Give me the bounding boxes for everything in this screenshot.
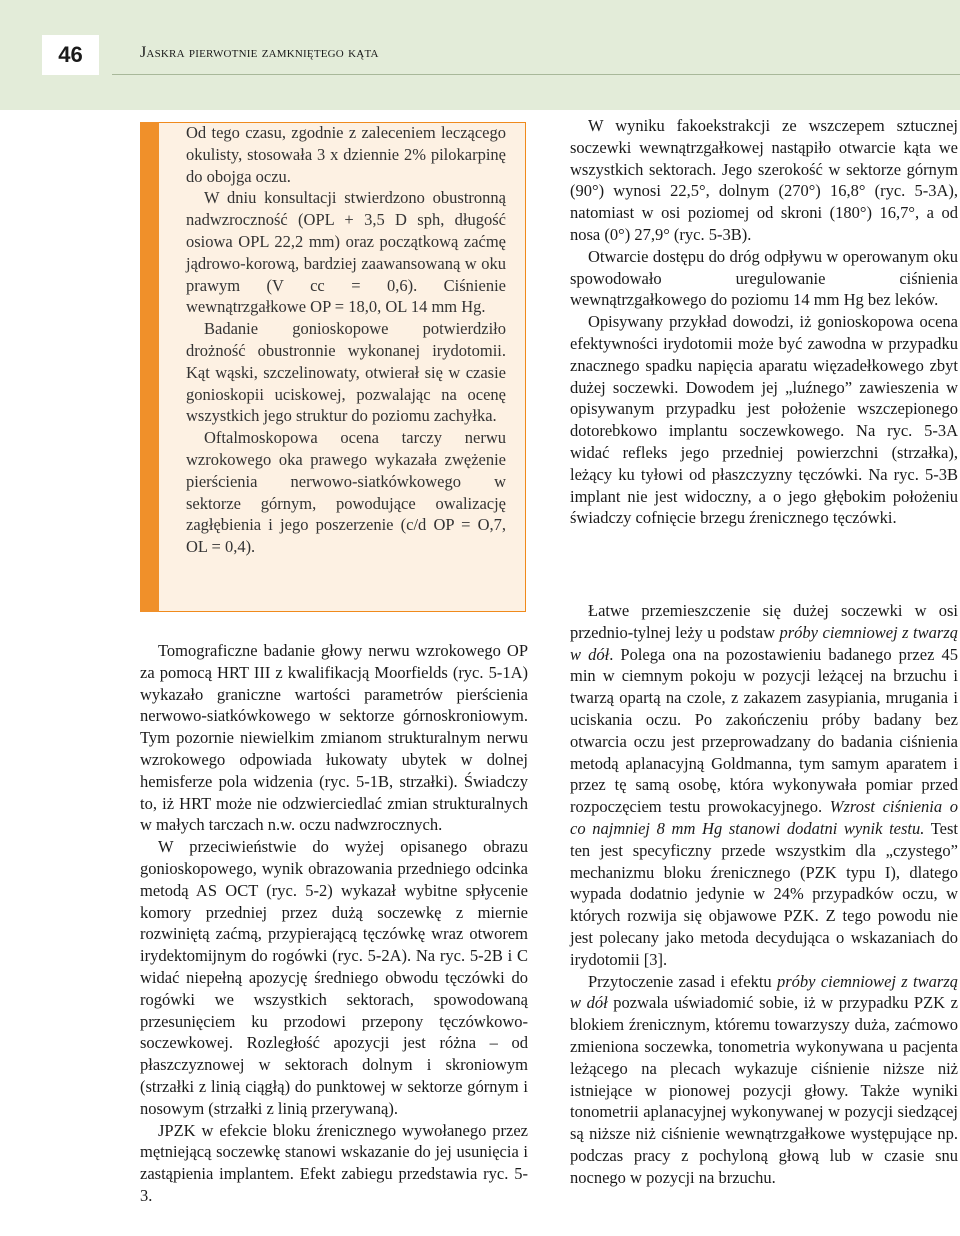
header-divider [112,74,960,75]
body-paragraph [570,971,958,1189]
case-paragraph: Oftalmoskopowa ocena tarczy nerwu wzrokowego oka prawego wykazała zwężenie pierścienia nerwowo-siatkówkowego w sektorze górnym, powodujące owalizację zagłębienia i jego poszerzenie (c/d OP = O,7, OL = 0,4). [186,428,506,557]
body-paragraph: Opisywany przykład dowodzi, iż gonioskopowa ocena efektywności irydotomii może być zawodna w przypadku znacznego spadku napięcia aparatu więzadełkowego zbyt dużej soczewki. Dowodem jej „luźnego” zawieszenia w opisywanym przypadku jest położenie wszczepionego dotorebkowo implantu soczewkowego. Na ryc. 5-3A widać refleks jego przedniej powierzchni (strzałka), leżący ku tyłowi od płaszczyzny tęczówki. Na ryc. 5-3B implant nie jest widoczny, a o jego głębokim położeniu świadczy cofnięcie brzegu źrenicznego tęczówki. [570,312,958,528]
body-paragraph: Tomograficzne badanie głowy nerwu wzrokowego OP za pomocą HRT III z kwalifikacją Moorfields (ryc. 5-1A) wykazało graniczne wartości parametrów pierścienia nerwowo-siatkówkowego w sektorze górnoskroniowym. Tym pozornie niewielkim zmianom strukturalnym nerwu wzrokowego odpowiada łukowaty ubytek w dolnej hemisferze pola widzenia (ryc. 5-1B, strzałki). Świadczy to, iż HRT może nie odzwierciedlać zmian strukturalnych w małych tarczach n.w. oczu nadwzrocznych. [140,641,528,835]
right-column-bottom [570,600,958,1189]
emphasis-text: próby ciemniowej z twarzą w dół [570,971,958,1013]
body-paragraph: W przeciwieństwie do wyżej opisanego obrazu gonioskopowego, wynik obrazowania przedniego odcinka metodą AS OCT (ryc. 5-2) wykazał wybitne spłycenie komory przedniej przez dużą soczewkę z miernie rozwiniętą zaćmą, przypierającą tęczówkę wraz otworem irydektomijnym do rogówki (ryc. 5-2A). Na ryc. 5-2B i C widać niepełną apozycję średniego obwodu tęczówki do rogówki we wszystkich sektorach, spowodowaną przesunięciem ku przodowi przepony tęczówkowo-soczewkowej. Rozległość apozycji jest różna – od płaszczyznowej w sektorach dolnym i skroniowym (strzałki z linią ciągłą) do punktowej w sektorze górnym i nosowym (strzałki z linią przerywaną). [140,837,528,1118]
case-report-text [186,122,506,558]
case-box-accent-stripe [140,122,159,612]
case-paragraph: Od tego czasu, zgodnie z zaleceniem leczącego okulisty, stosowała 3 x dziennie 2% pilokarpinę do obojga oczu. [186,123,506,186]
text-run: Przytoczenie zasad i efektu [588,971,777,991]
right-column-top [570,115,958,529]
left-column [140,640,528,1207]
text-run: Test ten jest specyficzny przede wszystkim dla „czystego” mechanizmu bloku źrenicznego (PZK typu I), dlatego wypada dodatnio jedynie w 24% przypadków oczu, w których rozwija się objawowe PZK. Z tego powodu nie jest polecany jako metoda decydująca o wskazaniach do irydotomii [3]. [570,818,958,969]
body-paragraph [570,600,958,971]
body-paragraph: W wyniku fakoekstrakcji ze wszczepem sztucznej soczewki wewnątrzgałkowej nastąpiło otwarcie kąta we wszystkich sektorach. Jego szerokość w sektorze górnym (90°) wynosi 22,5°, dolnym (270°) 16,8° (ryc. 5-3A), natomiast w osi poziomej od skroni (180°) 16,7°, a od nosa (0°) 27,9° (ryc. 5-3B). [570,116,958,244]
text-run: pozwala uświadomić sobie, iż w przypadku PZK z blokiem źrenicznym, któremu towarzyszy duża, zaćmowo zmieniona soczewka, tonometria wykonywana u pacjenta leżącego na plecach wykazuje ciśnienie niższe niż istniejące w pionowej pozycji głowy. Także wyniki tonometrii aplanacyjnej wykonywanej w pozycji siedzącej są niższe niż ciśnienie wewnątrzgałkowe występujące np. podczas pracy z pochyloną głową lub w czasie snu nocnego w pozycji na brzuchu. [570,993,959,1187]
text-run: . Polega ona na pozostawieniu badanego przez 45 min w ciemnym pokoju w pozycji leżącej na brzuchu i twarzą opartą na czole, z zakazem zasypiania, mrugania i uciskania oczu. Po zakończeniu próby badany bez otwarcia oczu jest przeprowadzany do badania ciśnienia metodą aplanacyjną Goldmanna, tym samym aparatem i przez tę samą osobę, która wykonywała pomiar przed rozpoczęciem testu prowokacyjnego. [570,644,958,817]
page-number: 46 [42,35,99,75]
body-paragraph: Otwarcie dostępu do dróg odpływu w operowanym oku spowodowało uregulowanie ciśnienia wewnątrzgałkowego do poziomu 14 mm Hg bez leków. [570,246,958,310]
emphasis-text: Wzrost ciśnienia o co najmniej 8 mm Hg stanowi dodatni wynik testu. [570,797,959,838]
case-paragraph: Badanie gonioskopowe potwierdziło drożność obustronnie wykonanej irydotomii. Kąt wąski, szczelinowaty, otwierał się w czasie gonioskopii uciskowej, pozwalając na ocenę wszystkich jego struktur do poziomu zachyłka. [186,319,506,426]
case-paragraph: W dniu konsultacji stwierdzono obustronną nadwzroczność (OPL + 3,5 D sph, długość osiowa OPL 22,2 mm) oraz początkową zaćmę jądrowo-korową, bardziej zaawansowaną w oku prawym (V cc = 0,6). Ciśnienie wewnątrzgałkowe OP = 18,0, OL 14 mm Hg. [186,188,506,317]
running-title: Jaskra pierwotnie zamkniętego kąta [140,44,379,61]
body-paragraph: JPZK w efekcie bloku źrenicznego wywołanego przez mętniejącą soczewkę stanowi wskazanie do jej usunięcia i zastąpienia implantem. Efekt zabiegu przedstawia ryc. 5-3. [140,1120,528,1205]
emphasis-text: próby ciemniowej z twarzą w dół [570,622,958,664]
text-run: Łatwe przemieszczenie się dużej soczewki w osi przednio-tylnej leży u podstaw [570,601,958,642]
